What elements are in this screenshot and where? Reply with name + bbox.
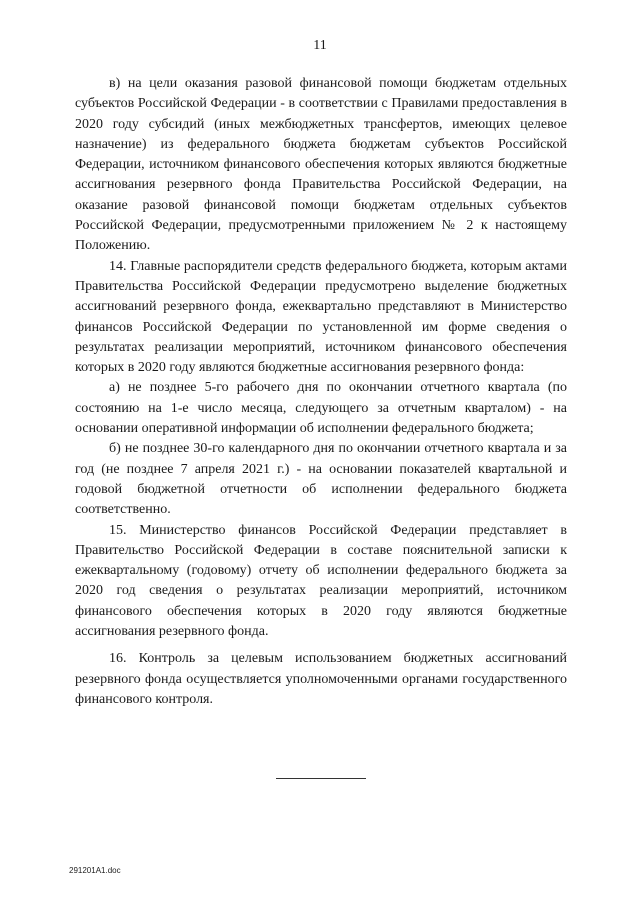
document-body [75, 74, 567, 710]
paragraph-14b: б) не позднее 30-го календарного дня по окончании отчетного квартала и за год (не позднее 7 апреля 2021 г.) - на основании показателей квартальной и годовой бюджетной отчетности об исполнении федерального бюджета соответственно. [75, 441, 567, 518]
document-code: 291201A1.doc [69, 866, 121, 875]
paragraph-13v: в) на цели оказания разовой финансовой помощи бюджетам отдельных субъектов Российской Федерации - в соответствии с Правилами предоставления в 2020 году субсидий (иных межбюджетных трансфертов, имеющих целевое назначение) из федерального бюджета бюджетам субъектов Российской Федерации, источником финансового обеспечения которых являются бюджетные ассигнования резервного фонда Правительства Российской Федерации, на оказание разовой финансовой помощи бюджетам отдельных субъектов Российской Федерации, предусмотренными приложением № 2 к настоящему Положению. [75, 76, 567, 254]
paragraph-14: 14. Главные распорядители средств федерального бюджета, которым актами Правительства Российской Федерации предусмотрено выделение бюджетных ассигнований резервного фонда, ежеквартально представляют в Министерство финансов Российской Федерации по установленной им форме сведения о результатах реализации мероприятий, источником финансового обеспечения которых в 2020 году являются бюджетные ассигнования резервного фонда: [75, 258, 567, 376]
paragraph-14a: а) не позднее 5-го рабочего дня по окончании отчетного квартала (по состоянию на 1-е число месяца, следующего за отчетным кварталом) - на основании оперативной информации об исполнении федерального бюджета; [75, 380, 567, 437]
end-separator-line [276, 778, 366, 779]
page-number: 11 [313, 38, 327, 53]
paragraph-15: 15. Министерство финансов Российской Федерации представляет в Правительство Российской Федерации в составе пояснительной записки к ежеквартальному (годовому) отчету об исполнении федерального бюджета за 2020 год сведения о результатах реализации мероприятий, источником финансового обеспечения которых в 2020 году являются бюджетные ассигнования резервного фонда. [75, 522, 567, 640]
paragraph-16: 16. Контроль за целевым использованием бюджетных ассигнований резервного фонда осуществляется уполномоченными органами государственного финансового контроля. [75, 651, 567, 707]
